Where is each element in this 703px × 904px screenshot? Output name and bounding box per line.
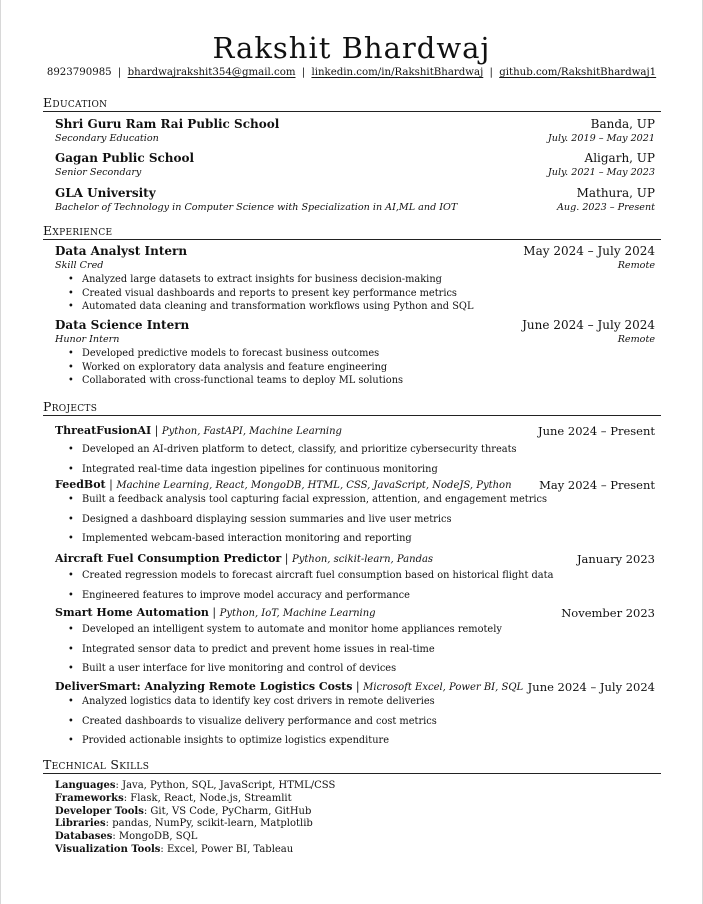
project-entry: Aircraft Fuel Consumption Predictor | Python, scikit-learn, Pandas January 2023 • Created regression models to forecast aircraft fuel consumption based on historical flight data • Engineered features to improve model accuracy and performance <box>55 551 655 605</box>
skill-value: Java, Python, SQL, JavaScript, HTML/CSS <box>122 780 336 791</box>
bullet-list <box>55 692 655 751</box>
list-item: • Worked on exploratory data analysis and feature engineering <box>68 361 655 375</box>
skill-row <box>55 806 655 819</box>
company: Skill Cred <box>55 260 104 271</box>
projects-section <box>43 399 661 416</box>
list-item: • Analyzed large datasets to extract insights for business decision-making <box>68 273 655 287</box>
project-entry: FeedBot | Machine Learning, React, MongoDB, HTML, CSS, JavaScript, NodeJS, Python May 2024 – Present • Built a feedback analysis tool capturing facial expression, attention, and engagement metrics • Designed a dashboard displaying session summaries and live user metrics • Implemented webcam-based interaction monitoring and reporting <box>55 477 655 549</box>
skill-colon: : <box>123 792 131 804</box>
email-link[interactable]: bhardwajrakshit354@gmail.com <box>127 67 296 78</box>
separator: | <box>301 67 306 78</box>
dates: July. 2019 – May 2021 <box>547 133 655 144</box>
candidate-name: Rakshit Bhardwaj <box>212 31 491 65</box>
skill-colon: : <box>105 818 113 830</box>
school-name: Gagan Public School <box>55 151 195 165</box>
list-item: • Created dashboards to visualize delivery performance and cost metrics <box>68 712 655 732</box>
education-section <box>43 95 661 112</box>
experience-section <box>43 223 661 240</box>
project-name: DeliverSmart: Analyzing Remote Logistics Costs <box>55 680 353 693</box>
skill-colon: : <box>115 780 123 791</box>
skill-row <box>55 793 655 806</box>
skill-row <box>55 844 655 857</box>
skill-label: Libraries <box>55 818 106 830</box>
github-link[interactable]: github.com/RakshitBhardwaj1 <box>499 67 657 78</box>
bullet-list <box>55 490 655 549</box>
skills-list <box>55 780 655 857</box>
list-item: • Designed a dashboard displaying session summaries and live user metrics <box>68 510 655 530</box>
bullet-list <box>55 273 655 314</box>
skill-label: Frameworks <box>55 792 124 804</box>
project-tech: Python, IoT, Machine Learning <box>219 608 376 619</box>
skill-row <box>55 780 655 793</box>
skill-label: Visualization Tools <box>55 843 161 855</box>
project-name: Smart Home Automation <box>55 606 209 619</box>
skill-value: Flask, React, Node.js, Streamlit <box>130 792 292 804</box>
separator: | <box>117 67 122 78</box>
skill-value: MongoDB, SQL <box>118 831 198 843</box>
dates: June 2024 – July 2024 <box>522 318 655 332</box>
job-location: Remote <box>617 334 655 345</box>
project-entry: DeliverSmart: Analyzing Remote Logistics Costs | Microsoft Excel, Power BI, SQL June 2024 – July 2024 • Analyzed logistics data to identify key cost drivers in remote deliveries • Created dashboards to visualize delivery performance and cost metrics • Provided actionable insights to optimize logistics expenditure <box>55 679 655 751</box>
dates: November 2023 <box>561 606 655 620</box>
contact-line <box>0 66 703 80</box>
list-item: • Built a feedback analysis tool capturing facial expression, attention, and engagement metrics <box>68 490 655 510</box>
section-title-skills: Technical Skills <box>43 757 661 774</box>
dates: June 2024 – July 2024 <box>527 680 655 694</box>
project-tech: Machine Learning, React, MongoDB, HTML, CSS, JavaScript, NodeJS, Python <box>116 480 512 491</box>
job-location: Remote <box>617 260 655 271</box>
school-location: Mathura, UP <box>576 186 655 200</box>
job-role: Data Science Intern <box>55 318 190 332</box>
project-tech: Microsoft Excel, Power BI, SQL <box>363 682 524 693</box>
project-name: FeedBot <box>55 478 106 491</box>
dates: June 2024 – Present <box>538 424 655 438</box>
degree: Bachelor of Technology in Computer Science with Specialization in AI,ML and IOT <box>55 202 458 213</box>
bullet-list <box>55 440 655 479</box>
section-title-experience: Experience <box>43 223 661 240</box>
skill-value: pandas, NumPy, scikit-learn, Matplotlib <box>112 818 313 830</box>
list-item: • Developed an intelligent system to automate and monitor home appliances remotely <box>68 620 655 640</box>
project-name: ThreatFusionAI <box>55 424 152 437</box>
section-title-projects: Projects <box>43 399 661 416</box>
list-item: • Analyzed logistics data to identify key cost drivers in remote deliveries <box>68 692 655 712</box>
bullet-list <box>55 620 655 679</box>
degree: Secondary Education <box>55 133 159 144</box>
skill-colon: : <box>112 831 119 843</box>
company: Hunor Intern <box>55 334 120 345</box>
job-role: Data Analyst Intern <box>55 244 188 258</box>
school-location: Aligarh, UP <box>584 151 655 165</box>
list-item: • Integrated sensor data to predict and prevent home issues in real-time <box>68 640 655 660</box>
list-item: • Built a user interface for live monitoring and control of devices <box>68 659 655 679</box>
list-item: • Integrated real-time data ingestion pipelines for continuous monitoring <box>68 460 655 480</box>
skill-row <box>55 831 655 844</box>
skill-colon: : <box>143 805 151 817</box>
experience-entry <box>55 317 655 388</box>
skills-section <box>43 757 661 774</box>
list-item: • Provided actionable insights to optimize logistics expenditure <box>68 731 655 751</box>
project-tech: Python, FastAPI, Machine Learning <box>161 426 342 437</box>
skill-label: Developer Tools <box>55 805 144 817</box>
list-item: • Implemented webcam-based interaction monitoring and reporting <box>68 529 655 549</box>
skill-colon: : <box>160 843 167 855</box>
separator: | <box>489 67 493 78</box>
page-left-edge <box>0 0 1 904</box>
project-entry: Smart Home Automation | Python, IoT, Machine Learning November 2023 • Developed an intelligent system to automate and monitor home appliances remotely • Integrated sensor data to predict and prevent home issues in real-time • Built a user interface for live monitoring and control of devices <box>55 605 655 679</box>
skill-value: Excel, Power BI, Tableau <box>166 843 294 855</box>
list-item: • Created regression models to forecast aircraft fuel consumption based on historical flight data <box>68 566 655 586</box>
skill-label: Databases <box>55 831 113 843</box>
education-entry <box>55 150 655 180</box>
school-location: Banda, UP <box>590 117 655 131</box>
dates: Aug. 2023 – Present <box>556 202 655 213</box>
linkedin-link[interactable]: linkedin.com/in/RakshitBhardwaj <box>311 67 484 78</box>
project-name: Aircraft Fuel Consumption Predictor <box>55 552 282 565</box>
experience-entry <box>55 243 655 314</box>
dates: January 2023 <box>576 552 655 566</box>
education-entry <box>55 185 655 215</box>
education-entry <box>55 116 655 146</box>
dates: May 2024 – July 2024 <box>523 244 655 258</box>
list-item: • Engineered features to improve model accuracy and performance <box>68 586 655 606</box>
dates: July. 2021 – May 2023 <box>547 167 655 178</box>
dates: May 2024 – Present <box>539 478 655 492</box>
list-item: • Automated data cleaning and transformation workflows using Python and SQL <box>68 300 655 314</box>
skill-row <box>55 818 655 831</box>
school-name: GLA University <box>55 186 156 200</box>
project-entry: ThreatFusionAI | Python, FastAPI, Machine Learning June 2024 – Present • Developed an AI-driven platform to detect, classify, and prioritize cybersecurity threats • Integrated real-time data ingestion pipelines for continuous monitoring <box>55 423 655 479</box>
bullet-list <box>55 566 655 605</box>
skill-value: Git, VS Code, PyCharm, GitHub <box>150 805 312 817</box>
bullet-list <box>55 347 655 388</box>
skill-label: Languages <box>55 780 116 791</box>
section-title-education: Education <box>43 95 661 112</box>
list-item: • Developed an AI-driven platform to detect, classify, and prioritize cybersecurity threats <box>68 440 655 460</box>
degree: Senior Secondary <box>55 167 142 178</box>
phone-number: 8923790985 <box>46 67 112 78</box>
list-item: • Collaborated with cross-functional teams to deploy ML solutions <box>68 374 655 388</box>
project-tech: Python, scikit-learn, Pandas <box>291 554 434 565</box>
list-item: • Created visual dashboards and reports to present key performance metrics <box>68 287 655 301</box>
list-item: • Developed predictive models to forecast business outcomes <box>68 347 655 361</box>
school-name: Shri Guru Ram Rai Public School <box>55 117 280 131</box>
